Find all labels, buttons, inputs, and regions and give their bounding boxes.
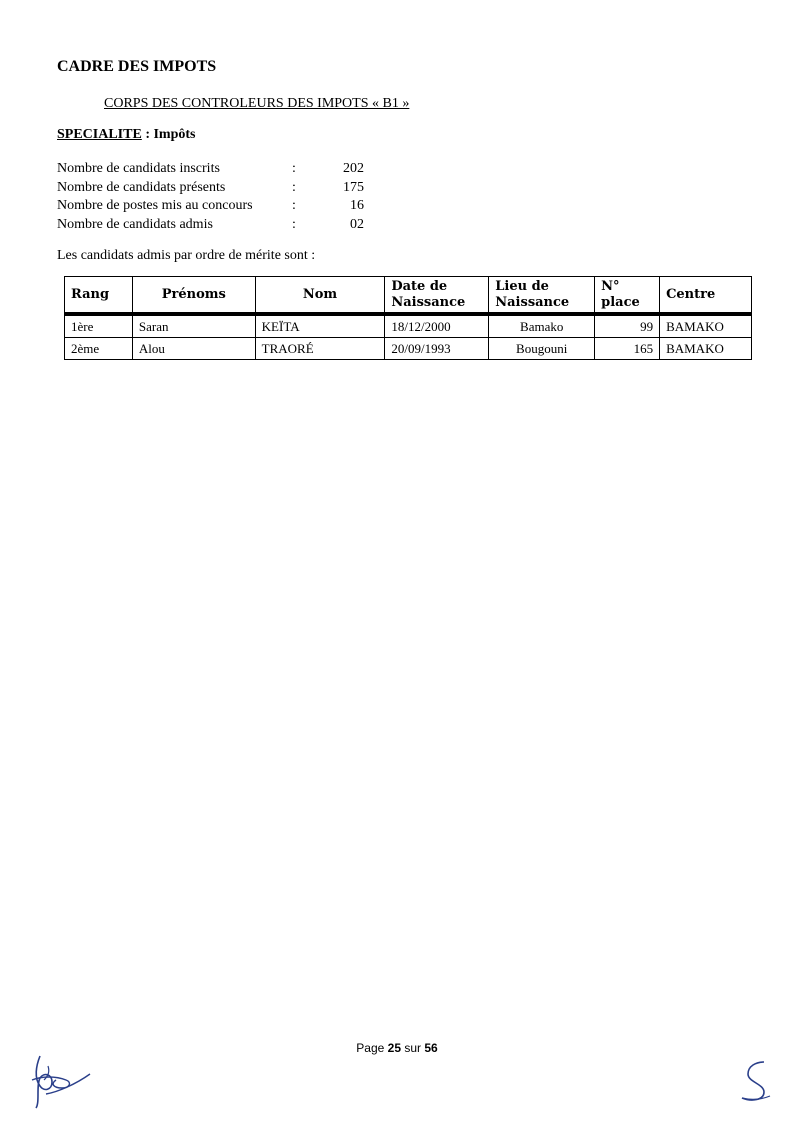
page-footer: [0, 1041, 794, 1055]
stat-row-presents: [57, 179, 377, 198]
cell-rang: 2ème: [65, 338, 133, 360]
cell-place: 99: [595, 314, 660, 338]
cell-nom: KEÏTA: [255, 314, 385, 338]
stat-value: 02: [350, 216, 364, 232]
header-num-place: N° place: [595, 277, 660, 315]
specialite-line: [57, 127, 195, 143]
stat-separator: :: [292, 198, 296, 214]
stat-separator: :: [292, 179, 296, 195]
cell-lieu: Bougouni: [489, 338, 595, 360]
intro-text: Les candidats admis par ordre de mérite sont :: [57, 248, 316, 263]
stat-label: Nombre de candidats admis: [57, 216, 213, 232]
header-date-naissance: Date de Naissance: [385, 277, 489, 315]
cell-prenom: Saran: [132, 314, 255, 338]
stat-label: Nombre de candidats présents: [57, 179, 226, 195]
cell-date: 18/12/2000: [385, 314, 489, 338]
table-row: [65, 338, 752, 360]
document-title: CADRE DES IMPOTS: [57, 58, 217, 75]
stat-row-admis: [57, 216, 377, 235]
stat-row-postes: [57, 197, 377, 216]
cell-place: 165: [595, 338, 660, 360]
stat-separator: :: [292, 161, 296, 176]
stat-separator: :: [292, 216, 296, 232]
stat-label: Nombre de candidats inscrits: [57, 161, 220, 176]
table-header-row: [65, 277, 752, 315]
cell-centre: BAMAKO: [660, 338, 752, 360]
stats-block: [57, 160, 377, 234]
header-nom: Nom: [255, 277, 385, 315]
cell-lieu: Bamako: [489, 314, 595, 338]
cell-date: 20/09/1993: [385, 338, 489, 360]
stat-value: 175: [343, 179, 364, 195]
specialite-label: SPECIALITE: [57, 127, 142, 142]
cell-nom: TRAORÉ: [255, 338, 385, 360]
header-centre: Centre: [660, 277, 752, 315]
header-prenoms: Prénoms: [132, 277, 255, 315]
stat-value: 202: [343, 161, 364, 176]
corps-heading: CORPS DES CONTROLEURS DES IMPOTS « B1 »: [104, 96, 410, 111]
header-lieu-naissance: Lieu de Naissance: [489, 277, 595, 315]
results-table: [64, 276, 752, 360]
table-row: [65, 314, 752, 338]
cell-centre: BAMAKO: [660, 314, 752, 338]
specialite-value: : Impôts: [141, 127, 196, 142]
header-rang: Rang: [65, 277, 133, 315]
footer-of-word: sur: [404, 1041, 422, 1055]
cell-rang: 1ère: [65, 314, 133, 338]
footer-total-pages: 56: [424, 1041, 438, 1055]
signature-right: [734, 1058, 774, 1104]
cell-prenom: Alou: [132, 338, 255, 360]
footer-page-number: 25: [387, 1041, 401, 1055]
stat-row-inscrits: [57, 160, 377, 179]
footer-page-word: Page: [356, 1041, 385, 1055]
stat-value: 16: [350, 198, 364, 214]
stat-label: Nombre de postes mis au concours: [57, 198, 253, 214]
signature-left: [26, 1046, 92, 1112]
